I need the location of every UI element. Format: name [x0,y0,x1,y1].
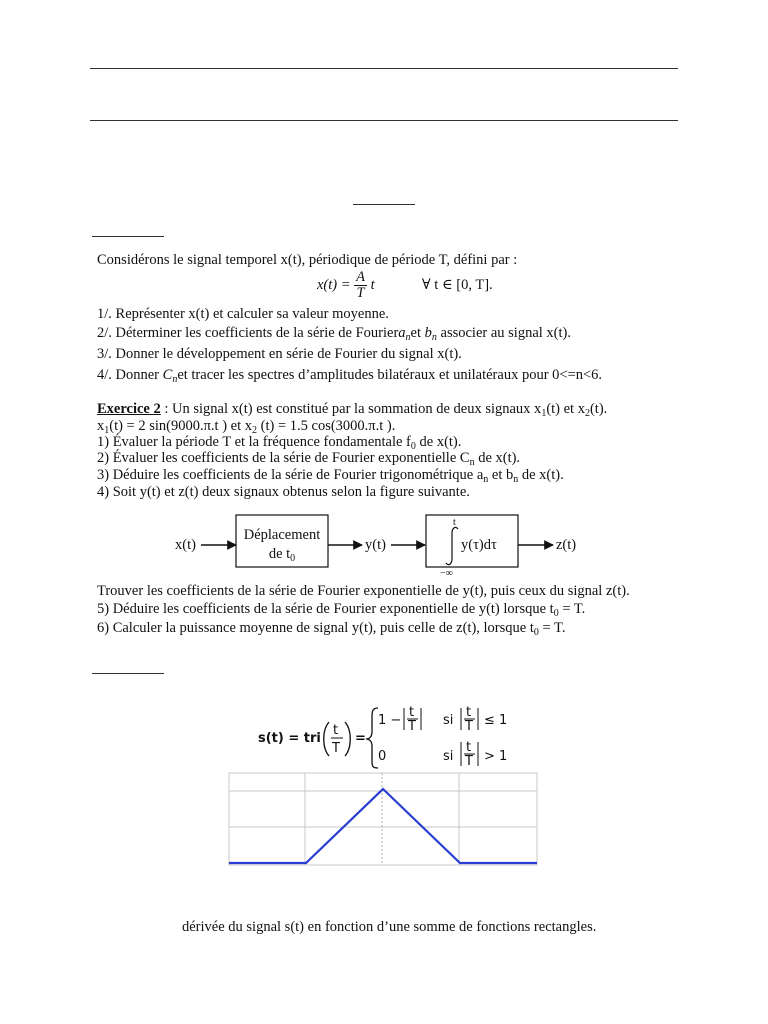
triangle-signal-plot [0,770,768,870]
integral-sign [446,527,458,564]
exercise1-heading-rule [92,236,164,237]
integral-lower-limit: −∞ [440,568,453,579]
exercise2-q6: 6) Calculer la puissance moyenne de signal y(t), puis celle de z(t), lorsque $t_0 = T$. [97,620,566,638]
exercise1-q4: 4/. Donner $C_net$ tracer les spectres d’amplitudes bilatéraux et unilatéraux pour 0<=n<6. [97,367,603,385]
exercise2-q5: 5) Déduire les coefficients de la série de Fourier exponentielle de y(t) lorsque $t_0 = T$. [97,601,586,619]
case2-rel: > 1 [484,749,508,764]
exercise1-q1: 1/. Représenter x(t) et calculer sa valeur moyenne. [97,306,389,322]
tri-equals: = [355,731,366,746]
case2-cond-T: T [465,754,473,769]
case2-cond-t: t [466,740,472,755]
shift-block-line1: Déplacement [243,527,321,543]
tri-lhs: s(t) = tri [258,731,321,746]
frac-t: t [333,723,339,738]
tri-formula [0,700,768,770]
case2-expr: 0 [378,749,387,764]
plot-frame [229,773,537,865]
exercise3-heading-rule [92,673,164,674]
header-rule-top [90,68,678,69]
exercise2-q3: 3) Déduire les coefficients de la série de Fourier trigonométrique $a_n$ et $b_n$ de x(t). [97,467,564,485]
case1-cond-t: t [466,705,472,720]
paren-left [324,722,329,756]
case1-si: si [443,713,454,728]
diagram-output-label: z(t) [556,537,577,553]
shift-block-line2: de $t_0$ [268,546,296,564]
diagram-input-label: x(t) [175,537,196,553]
paren-right [345,722,350,756]
exercise1-q3: 3/. Donner le développement en série de Fourier du signal x(t). [97,346,462,362]
exercise2-q2: 2) Évaluer les coefficients de la série de Fourier exponentielle $C_n$ de x(t). [97,450,521,468]
case1-cond-T: T [465,719,473,734]
exercise2-signals: $x_1(t) = 2$ sin(9000.π.t ) et $x_2$ (t) = 1.5 cos(3000.π.t ). [97,418,396,436]
header-rule-bottom [90,120,678,121]
case1-T: T [408,719,416,734]
block-diagram [0,505,768,595]
case1-t: t [409,705,415,720]
title-rule [353,204,415,205]
exercise1-intro: Considérons le signal temporel x(t), périodique de période T, défini par : [97,252,518,268]
exercise2-intro: Exercice 2 : Un signal x(t) est constitué par la sommation de deux signaux $x_1(t)$ et $x_2(t)$. [97,401,608,419]
case1-expr: 1 − [378,713,402,728]
exercise3-caption: dérivée du signal s(t) en fonction d’une somme de fonctions rectangles. [182,919,597,935]
exercise2-after1: Trouver les coefficients de la série de Fourier exponentielle de y(t), puis ceux du signal z(t). [97,583,630,599]
case1-rel: ≤ 1 [484,713,508,728]
triangle-signal-line [229,789,537,863]
exercise1-q2: 2/. Déterminer les coefficients de la série de Fouriera$_n$et $b_n$ associer au signal x(t). [97,325,571,343]
diagram-mid-label: y(t) [365,537,386,553]
integral-body: y(τ)dτ [461,537,497,553]
cases-brace [366,708,378,768]
frac-T: T [332,741,340,756]
exercise2-q1: 1) Évaluer la période T et la fréquence fondamentale $f_0$ de x(t). [97,434,462,452]
case2-si: si [443,749,454,764]
formula-fraction: $\frac{A}{T}$ [356,269,366,301]
exercise2-title: Exercice 2 [97,401,161,417]
integral-upper-limit: t [453,517,456,528]
exercise2-q4: 4) Soit y(t) et z(t) deux signaux obtenus selon la figure suivante. [97,484,470,500]
exercise1-formula: x(t) = $\frac{A}{T}$ t ∀ t ∈ [0, T]. [317,269,493,301]
